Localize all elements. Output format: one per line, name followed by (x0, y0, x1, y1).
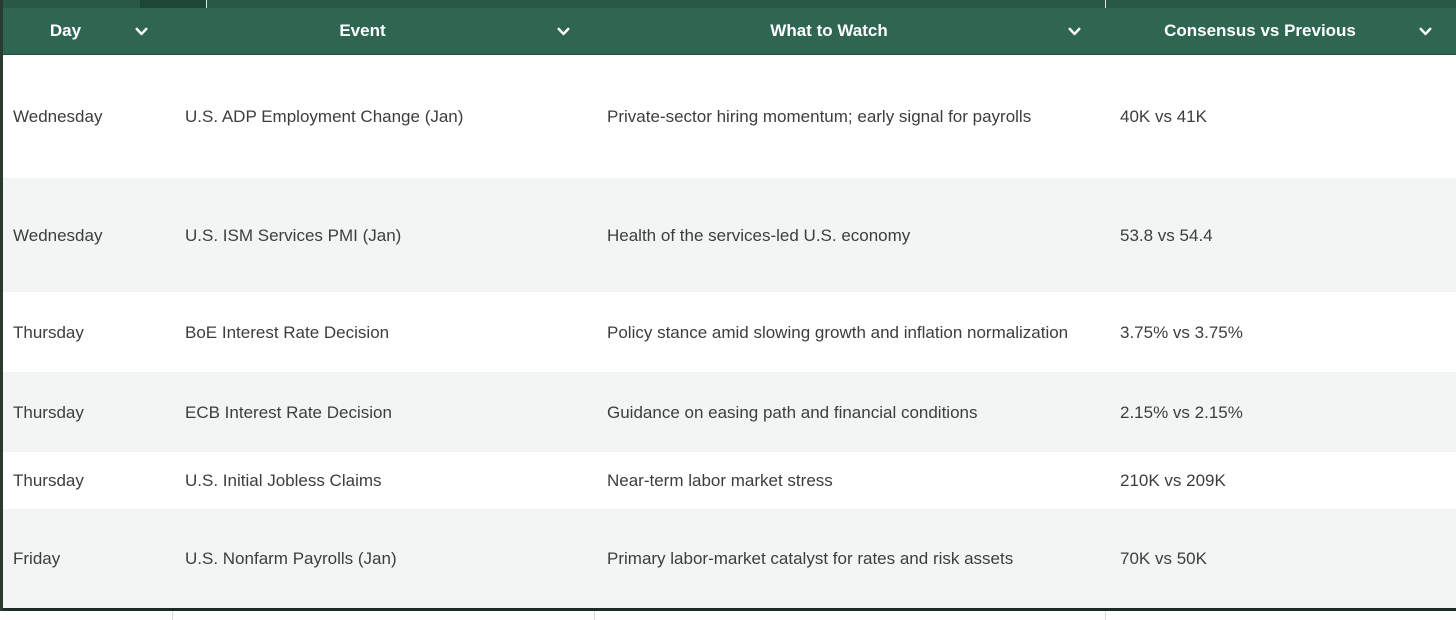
cell-consensus: 210K vs 209K (1120, 471, 1226, 490)
table-body (0, 55, 1456, 608)
column-header-label: Consensus vs Previous (1164, 21, 1356, 40)
cell-day: Wednesday (13, 107, 103, 126)
cell-day: Thursday (13, 322, 84, 342)
cell-event: U.S. Nonfarm Payrolls (Jan) (185, 549, 397, 568)
chevron-down-icon[interactable] (131, 21, 152, 42)
cell-consensus: 3.75% vs 3.75% (1120, 322, 1243, 342)
column-header-label: Event (339, 21, 386, 40)
cell-event: U.S. Initial Jobless Claims (185, 471, 382, 490)
column-header-label: Day (49, 21, 82, 40)
table-row (0, 372, 1456, 452)
column-header-consensus-vs-previous[interactable] (1105, 8, 1456, 54)
column-guide (1105, 611, 1106, 620)
column-guide (172, 611, 173, 620)
column-guide (594, 611, 595, 620)
cell-day: Friday (13, 549, 61, 568)
cell-event: ECB Interest Rate Decision (185, 402, 392, 422)
table-row (0, 178, 1456, 292)
cell-what-to-watch: Guidance on easing path and financial conditions (607, 402, 978, 422)
sheet-left-edge (0, 0, 3, 611)
cell-day: Thursday (13, 471, 84, 490)
cell-what-to-watch: Policy stance amid slowing growth and inflation normalization (607, 322, 1069, 342)
column-header-day[interactable] (0, 8, 172, 54)
cell-consensus: 70K vs 50K (1120, 549, 1207, 568)
chevron-down-icon[interactable] (1415, 21, 1436, 42)
column-header-event[interactable] (172, 8, 594, 54)
column-header-what-to-watch[interactable] (594, 8, 1105, 54)
cell-day: Thursday (13, 402, 84, 422)
chevron-down-icon[interactable] (553, 21, 574, 42)
chevron-down-icon[interactable] (1064, 21, 1085, 42)
sheet-top-edge (0, 0, 1456, 8)
table-row (0, 292, 1456, 372)
cell-what-to-watch: Primary labor-market catalyst for rates and risk assets (607, 549, 1014, 568)
cell-day: Wednesday (13, 225, 103, 245)
cell-what-to-watch: Near-term labor market stress (607, 471, 833, 490)
table-row (0, 509, 1456, 608)
cell-consensus: 2.15% vs 2.15% (1120, 402, 1243, 422)
table-row (0, 452, 1456, 509)
cell-event: U.S. ADP Employment Change (Jan) (185, 107, 464, 126)
table-row (0, 55, 1456, 178)
cell-event: BoE Interest Rate Decision (185, 322, 390, 342)
table-header-row (0, 8, 1456, 55)
cell-what-to-watch: Private-sector hiring momentum; early signal for payrolls (607, 107, 1032, 126)
cell-event: U.S. ISM Services PMI (Jan) (185, 225, 402, 245)
cell-consensus: 40K vs 41K (1120, 107, 1207, 126)
cell-what-to-watch: Health of the services-led U.S. economy (607, 225, 911, 245)
sheet-bottom-edge (0, 611, 1456, 620)
sheet-top-tab (140, 0, 206, 8)
cell-consensus: 53.8 vs 54.4 (1120, 225, 1213, 245)
column-separator (206, 0, 207, 8)
column-separator (1105, 0, 1106, 8)
column-header-label: What to Watch (770, 21, 888, 40)
